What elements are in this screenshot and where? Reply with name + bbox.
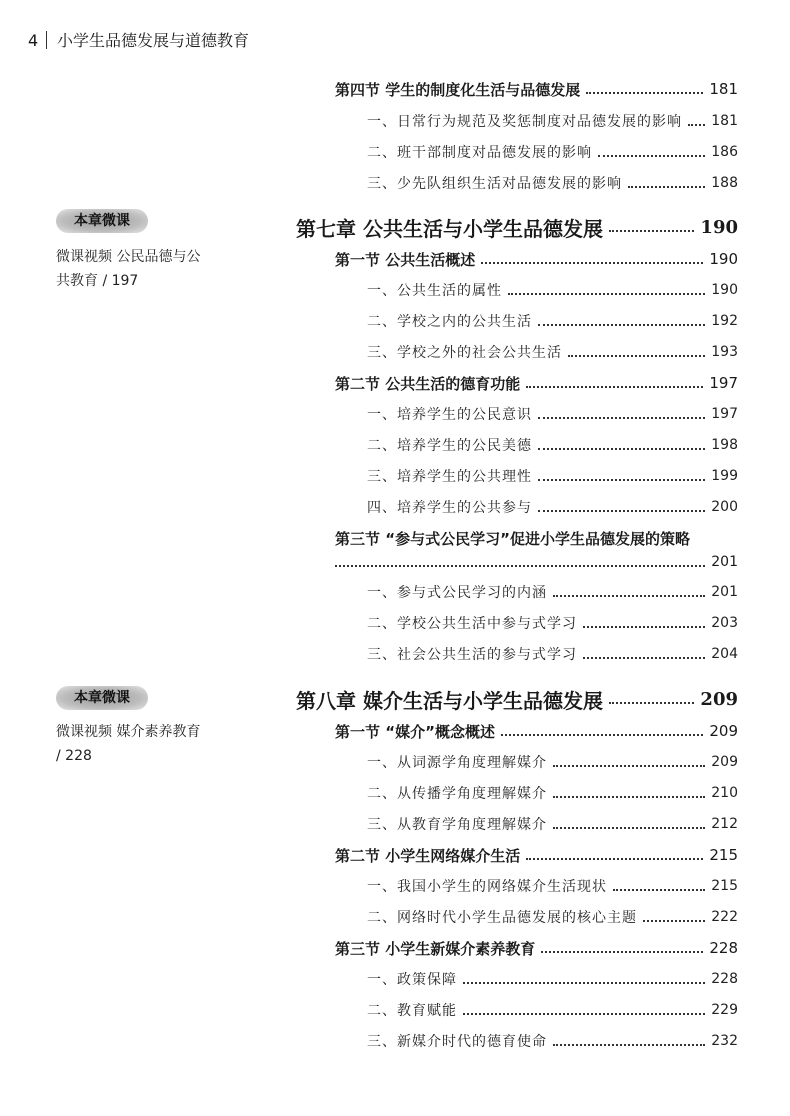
dot-leader bbox=[609, 702, 694, 704]
dot-leader bbox=[568, 355, 705, 357]
toc-section[interactable] bbox=[335, 842, 738, 868]
dot-leader bbox=[643, 920, 705, 922]
dot-leader bbox=[583, 657, 705, 659]
micro-lesson-note: 微课视频 公民品德与公 共教育 / 197 bbox=[56, 249, 201, 289]
dot-leader bbox=[628, 186, 705, 188]
toc-item[interactable] bbox=[367, 170, 738, 196]
toc-page-number: 228 bbox=[709, 939, 738, 957]
toc-item-title: 一、参与式公民学习的内涵 bbox=[367, 585, 547, 601]
dot-leader bbox=[481, 262, 703, 264]
toc-section[interactable] bbox=[335, 246, 738, 272]
toc-page-number: 190 bbox=[711, 282, 738, 298]
dot-leader bbox=[526, 386, 703, 388]
page-number: 4 bbox=[28, 31, 39, 50]
dot-leader bbox=[613, 889, 705, 891]
dot-leader bbox=[553, 1044, 705, 1046]
dot-leader bbox=[538, 324, 705, 326]
toc-item[interactable] bbox=[367, 494, 738, 520]
dot-leader bbox=[553, 796, 705, 798]
toc-section-title: 第三节 “参与式公民学习”促进小学生品德发展的策略 bbox=[335, 529, 690, 548]
header-divider bbox=[46, 31, 47, 49]
dot-leader bbox=[541, 951, 703, 953]
toc-section-title: 第二节 小学生网络媒介生活 bbox=[335, 846, 521, 865]
dot-leader bbox=[463, 1013, 705, 1015]
toc-item[interactable] bbox=[367, 641, 738, 667]
toc-item[interactable] bbox=[367, 780, 738, 806]
toc-item-title: 一、培养学生的公民意识 bbox=[367, 407, 532, 423]
toc-item-title: 三、学校之外的社会公共生活 bbox=[367, 345, 562, 361]
toc-section-title: 第三节 小学生新媒介素养教育 bbox=[335, 939, 536, 958]
toc-page-number: 181 bbox=[711, 113, 738, 129]
toc-item-title: 二、培养学生的公民美德 bbox=[367, 438, 532, 454]
toc-section-title: 第一节 公共生活概述 bbox=[335, 250, 476, 269]
toc-item[interactable] bbox=[367, 339, 738, 365]
toc-page-number: 203 bbox=[711, 615, 738, 631]
toc-item[interactable] bbox=[367, 997, 738, 1023]
toc-chapter-title: 第八章 媒介生活与小学生品德发展 bbox=[296, 688, 603, 713]
toc-item[interactable] bbox=[367, 139, 738, 165]
dot-leader bbox=[538, 479, 705, 481]
toc-item[interactable] bbox=[367, 579, 738, 605]
dot-leader bbox=[538, 448, 705, 450]
toc-item-title: 二、网络时代小学生品德发展的核心主题 bbox=[367, 910, 637, 926]
toc-page-number: 199 bbox=[711, 468, 738, 484]
dot-leader bbox=[586, 92, 703, 94]
toc-item[interactable] bbox=[367, 308, 738, 334]
chapter-micro-lesson-badge: 本章微课 bbox=[56, 209, 148, 233]
toc-item[interactable] bbox=[367, 749, 738, 775]
toc-item-title: 一、公共生活的属性 bbox=[367, 283, 502, 299]
toc-page-number: 201 bbox=[711, 554, 738, 570]
toc-page-number: 188 bbox=[711, 175, 738, 191]
toc-item-title: 二、学校公共生活中参与式学习 bbox=[367, 616, 577, 632]
toc-page-number: 228 bbox=[711, 971, 738, 987]
toc-page-number: 215 bbox=[709, 846, 738, 864]
dot-leader bbox=[609, 230, 694, 232]
toc-item-title: 一、日常行为规范及奖惩制度对品德发展的影响 bbox=[367, 114, 682, 130]
toc-item[interactable] bbox=[367, 432, 738, 458]
toc-item-title: 二、学校之内的公共生活 bbox=[367, 314, 532, 330]
dot-leader bbox=[598, 155, 705, 157]
dot-leader bbox=[553, 827, 705, 829]
toc-section-title: 第四节 学生的制度化生活与品德发展 bbox=[335, 80, 581, 99]
toc-page-number: 186 bbox=[711, 144, 738, 160]
chapter-micro-lesson-badge: 本章微课 bbox=[56, 686, 148, 710]
toc-item-title: 三、新媒介时代的德育使命 bbox=[367, 1034, 547, 1050]
toc-item-title: 一、我国小学生的网络媒介生活现状 bbox=[367, 879, 607, 895]
toc-page-number: 209 bbox=[700, 688, 738, 710]
toc-page-number: 190 bbox=[709, 250, 738, 268]
toc-page-number: 212 bbox=[711, 816, 738, 832]
toc-page-number: 232 bbox=[711, 1033, 738, 1049]
toc-page-number: 201 bbox=[711, 584, 738, 600]
toc-item-title: 三、少先队组织生活对品德发展的影响 bbox=[367, 176, 622, 192]
toc-item[interactable] bbox=[367, 1028, 738, 1054]
toc-page-number: 197 bbox=[711, 406, 738, 422]
toc-section[interactable] bbox=[335, 76, 738, 102]
toc-item[interactable] bbox=[367, 873, 738, 899]
toc-page-number: 200 bbox=[711, 499, 738, 515]
toc-item-title: 三、从教育学角度理解媒介 bbox=[367, 817, 547, 833]
toc-section[interactable] bbox=[335, 935, 738, 961]
toc-item[interactable] bbox=[367, 811, 738, 837]
toc-page-number: 209 bbox=[711, 754, 738, 770]
toc-item[interactable] bbox=[367, 277, 738, 303]
dot-leader bbox=[463, 982, 705, 984]
dot-leader bbox=[553, 765, 705, 767]
dot-leader bbox=[688, 124, 705, 126]
toc-page-number: 222 bbox=[711, 909, 738, 925]
dot-leader bbox=[538, 417, 705, 419]
toc-section-page-line bbox=[335, 549, 738, 575]
toc-item-title: 一、政策保障 bbox=[367, 972, 457, 988]
toc-item-title: 二、班干部制度对品德发展的影响 bbox=[367, 145, 592, 161]
toc-item[interactable] bbox=[367, 610, 738, 636]
toc-item-title: 三、社会公共生活的参与式学习 bbox=[367, 647, 577, 663]
toc-page-number: 204 bbox=[711, 646, 738, 662]
toc-section-title: 第二节 公共生活的德育功能 bbox=[335, 374, 521, 393]
toc-page-number: 192 bbox=[711, 313, 738, 329]
toc-item[interactable] bbox=[367, 966, 738, 992]
toc-chapter[interactable] bbox=[296, 210, 738, 244]
toc-page-number: 209 bbox=[709, 722, 738, 740]
dot-leader bbox=[583, 626, 705, 628]
toc-page-number: 210 bbox=[711, 785, 738, 801]
toc-item-title: 四、培养学生的公共参与 bbox=[367, 500, 532, 516]
dot-leader bbox=[508, 293, 705, 295]
dot-leader bbox=[538, 510, 705, 512]
toc-chapter-title: 第七章 公共生活与小学生品德发展 bbox=[296, 216, 603, 241]
toc-item[interactable] bbox=[367, 401, 738, 427]
dot-leader bbox=[553, 595, 705, 597]
running-header bbox=[28, 31, 249, 51]
dot-leader bbox=[526, 858, 703, 860]
toc-page-number: 190 bbox=[700, 216, 738, 238]
toc-item[interactable] bbox=[367, 108, 738, 134]
toc-page-number: 181 bbox=[709, 80, 738, 98]
toc-item-title: 二、教育赋能 bbox=[367, 1003, 457, 1019]
toc-page-number: 197 bbox=[709, 374, 738, 392]
toc-section[interactable] bbox=[335, 718, 738, 744]
dot-leader bbox=[501, 734, 703, 736]
toc-item[interactable] bbox=[367, 463, 738, 489]
book-title: 小学生品德发展与道德教育 bbox=[57, 31, 250, 50]
toc-page-number: 193 bbox=[711, 344, 738, 360]
toc-item[interactable] bbox=[367, 904, 738, 930]
toc-section[interactable] bbox=[335, 525, 738, 551]
toc-page-number: 229 bbox=[711, 1002, 738, 1018]
toc-chapter[interactable] bbox=[296, 682, 738, 716]
toc-item-title: 一、从词源学角度理解媒介 bbox=[367, 755, 547, 771]
micro-lesson-note: 微课视频 媒介素养教育 / 228 bbox=[56, 724, 201, 764]
toc-item-title: 二、从传播学角度理解媒介 bbox=[367, 786, 547, 802]
toc-section-title: 第一节 “媒介”概念概述 bbox=[335, 722, 495, 741]
toc-page-number: 198 bbox=[711, 437, 738, 453]
toc-item-title: 三、培养学生的公共理性 bbox=[367, 469, 532, 485]
dot-leader bbox=[335, 565, 705, 567]
toc-page-number: 215 bbox=[711, 878, 738, 894]
toc-section[interactable] bbox=[335, 370, 738, 396]
